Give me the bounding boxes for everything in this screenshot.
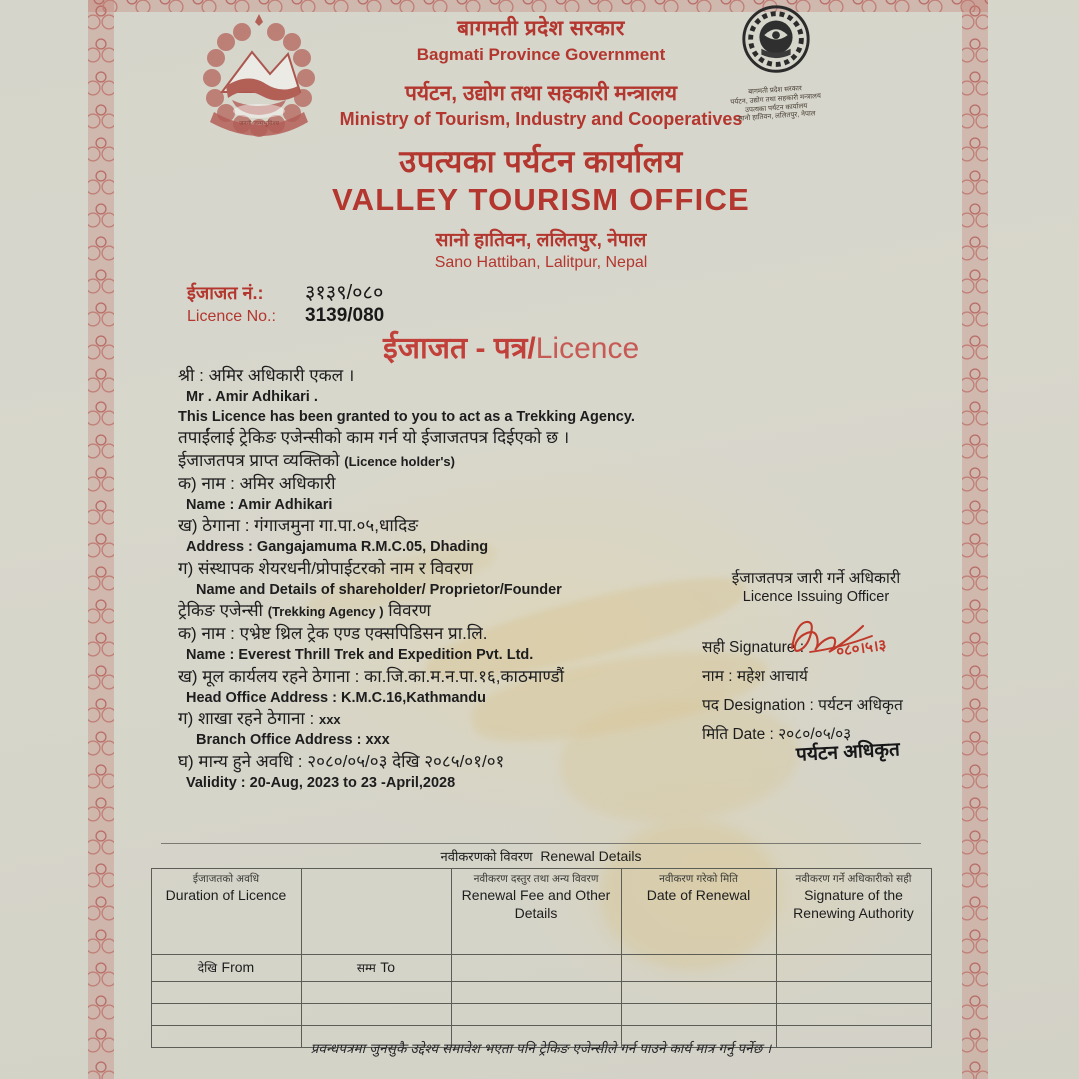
- validity-row-en: [178, 774, 698, 794]
- holder-name-label-np: क) नाम :: [178, 473, 235, 493]
- holder-name-row-en: [178, 496, 698, 516]
- grant-text-en: This Licence has been granted to you to act as a Trekking Agency.: [178, 408, 635, 425]
- office-round-stamp-icon: [716, 2, 836, 123]
- licence-number-value-en: 3139/080: [305, 305, 385, 326]
- licence-title: [383, 326, 639, 367]
- officer-name-row: [666, 664, 966, 686]
- officer-designation-label-en: Designation :: [723, 697, 814, 714]
- renewal-col-duration-en: Duration of Licence: [165, 887, 287, 904]
- renewal-col-date-en: Date of Renewal: [646, 887, 751, 904]
- svg-text:जननी जन्मभूमिश्च: जननी जन्मभूमिश्च: [238, 121, 280, 127]
- validity-value-np: २०८०/०५/०३ देखि २०८५/०१/०१: [307, 751, 505, 771]
- renewal-from-en: From: [221, 959, 255, 975]
- officer-date-label-np: मिति: [702, 726, 729, 743]
- office-address-np: सानो हातिवन, ललितपुर, नेपाल: [435, 230, 647, 251]
- branch-office-row-en: [178, 731, 698, 751]
- renewal-subcol-date: [621, 955, 776, 982]
- validity-value-en: 20-Aug, 2023 to 23 -April,2028: [249, 774, 456, 791]
- renewal-to-en: To: [380, 959, 396, 975]
- renewal-empty-row[interactable]: [151, 1004, 931, 1026]
- licence-number-row-np: [187, 278, 384, 305]
- grant-text-np: तपाईंलाई ट्रेकिङ एजेन्सीको काम गर्न यो ईजाजतपत्र दिईएको छ ।: [178, 428, 570, 448]
- holder-address-label-np: ख) ठेगाना :: [178, 516, 250, 536]
- branch-office-row-np: [178, 708, 698, 731]
- officer-signature-row: [666, 635, 966, 657]
- validity-row-np: [178, 751, 698, 774]
- officer-name-value-np: महेश आचार्य: [736, 668, 808, 685]
- licence-number-row-en: [187, 305, 384, 327]
- licence-number-label-np: ईजाजत नं.:: [187, 283, 264, 303]
- holder-section-en: (Licence holder's): [344, 454, 455, 469]
- renewal-col-date: [621, 869, 776, 955]
- head-office-label-np: ख) मूल कार्यलय रहने ठेगाना :: [178, 666, 360, 686]
- founder-label-np: ग) संस्थापक शेयरधनी/प्रोपाईटरको नाम र विवरण: [178, 558, 473, 578]
- ornamental-border-right: [962, 0, 988, 1079]
- holder-address-label-en: Address :: [186, 539, 253, 556]
- licence-title-separator: /: [527, 332, 536, 365]
- validity-label-np: घ) मान्य हुने अवधि :: [178, 751, 303, 771]
- renewal-cell[interactable]: [301, 982, 451, 1004]
- licence-number-block: [187, 278, 384, 327]
- agency-name-row-np: [178, 623, 698, 646]
- agency-name-value-en: Everest Thrill Trek and Expedition Pvt. Ltd.: [238, 647, 534, 664]
- renewal-subcol-signature: [776, 955, 931, 982]
- officer-designation-label-np: पद: [702, 697, 720, 714]
- issuing-officer-block: [666, 566, 966, 766]
- renewal-col-fee: [451, 869, 621, 955]
- renewal-subcol-fee: [451, 955, 621, 982]
- footer-note: प्रवन्धपत्रमा जुनसुकै उद्देश्य समावेश भएता पनि ट्रेकिङ एजेन्सीले गर्न पाउने कार्य मात्र गर्नु पर्नेछ ।: [310, 1041, 772, 1056]
- agency-section-np: ट्रेकिङ एजेन्सी: [178, 601, 263, 621]
- salutation-en: Mr . Amir Adhikari .: [186, 388, 318, 405]
- branch-office-value-np: xxx: [318, 712, 341, 728]
- stamp-subtext: बागमती प्रदेश सरकार पर्यटन, उद्योग तथा सहकारी मन्त्रालय उपत्यका पर्यटन कार्यालय सानो हातिवन, ललितपुर, नेपाल: [730, 85, 822, 123]
- renewal-table: [151, 868, 932, 1048]
- province-name-np: बागमती प्रदेश सरकार: [457, 17, 625, 40]
- holder-address-value-np: गंगाजमुना गा.पा.०५,धादिङ: [254, 516, 419, 536]
- ministry-name-np: पर्यटन, उद्योग तथा सहकारी मन्त्रालय: [404, 82, 678, 105]
- agency-name-row-en: [178, 646, 698, 666]
- renewal-cell[interactable]: [151, 1004, 301, 1026]
- ministry-name-en: Ministry of Tourism, Industry and Cooperatives: [339, 109, 743, 129]
- head-office-value-en: K.M.C.16,Kathmandu: [340, 689, 486, 706]
- agency-name-value-np: एभ्रेष्ट थ्रिल ट्रेक एण्ड एक्सपिडिसन प्रा.लि.: [239, 624, 488, 644]
- renewal-cell[interactable]: [451, 982, 621, 1004]
- nepal-government-emblem-icon: [196, 8, 322, 143]
- holder-name-label-en: Name :: [186, 496, 235, 513]
- renewal-col-duration-np: ईजाजतको अवधि: [192, 873, 260, 885]
- head-office-value-np: का.जि.का.म.न.पा.१६,काठमाण्डौं: [364, 666, 564, 686]
- renewal-section: [118, 843, 964, 1048]
- ornamental-border-left: [88, 0, 114, 1079]
- tourism-officer-stamp: पर्यटन अधिकृत: [795, 739, 901, 766]
- founder-label-en: Name and Details of shareholder/ Proprietor/Founder: [196, 581, 562, 598]
- licence-body: [178, 365, 698, 793]
- branch-office-label-np: ग) शाखा रहने ठेगाना :: [178, 709, 315, 729]
- renewal-col-date-np: नवीकरण गरेको मिति: [659, 873, 738, 885]
- licence-number-value-np: ३१३९/०८०: [305, 282, 384, 304]
- agency-section-heading: [178, 600, 698, 623]
- renewal-from-np: देखि: [197, 961, 218, 975]
- document-content: [118, 0, 964, 1079]
- branch-office-label-en: Branch Office Address :: [196, 732, 362, 749]
- renewal-to-np: सम्म: [356, 961, 376, 975]
- renewal-empty-row[interactable]: [151, 982, 931, 1004]
- renewal-subcol-from: [151, 955, 301, 982]
- office-address-en: Sano Hattiban, Lalitpur, Nepal: [434, 254, 648, 271]
- officer-signature-label-np: सही: [702, 639, 725, 656]
- head-office-row-en: [178, 689, 698, 709]
- holder-section-np: ईजाजतपत्र प्राप्त व्यक्तिको: [178, 451, 340, 470]
- officer-date-label-en: Date :: [732, 726, 774, 743]
- agency-name-label-en: Name :: [186, 647, 235, 664]
- renewal-col-signature-en: Signature of the Renewing Authority: [793, 887, 914, 922]
- officer-designation-row: [666, 693, 966, 715]
- renewal-col-blank: [301, 869, 451, 955]
- renewal-cell[interactable]: [776, 982, 931, 1004]
- holder-name-value-en: Amir Adhikari: [237, 496, 333, 513]
- licence-title-np: ईजाजत - पत्र: [383, 332, 528, 365]
- office-name-en: VALLEY TOURISM OFFICE: [332, 182, 750, 217]
- licence-number-label-en: Licence No.:: [187, 308, 276, 325]
- office-name-np: उपत्यका पर्यटन कार्यालय: [399, 144, 683, 179]
- renewal-table-subheader-row: [151, 955, 931, 982]
- renewal-subcol-to: [301, 955, 451, 982]
- holder-name-row-np: [178, 473, 698, 496]
- officer-signature-label-en: Signature :: [729, 639, 805, 656]
- agency-name-label-np: क) नाम :: [178, 624, 235, 644]
- holder-address-value-en: Gangajamuma R.M.C.05, Dhading: [256, 539, 489, 556]
- officer-name-label-np: नाम :: [702, 668, 733, 685]
- renewal-cell[interactable]: [621, 1004, 776, 1026]
- agency-section-en: (Trekking Agency ): [267, 604, 384, 620]
- validity-label-en: Validity :: [186, 774, 246, 791]
- renewal-cell[interactable]: [776, 1004, 931, 1026]
- holder-address-row-en: [178, 538, 698, 558]
- branch-office-value-en: xxx: [365, 732, 390, 749]
- licence-title-en: Licence: [535, 332, 640, 365]
- head-office-label-en: Head Office Address :: [186, 689, 337, 706]
- renewal-col-fee-np: नवीकरण दस्तुर तथा अन्य विवरण: [473, 873, 599, 885]
- renewal-cell[interactable]: [621, 982, 776, 1004]
- renewal-col-signature: [776, 869, 931, 955]
- signature-date-handwritten: ०८०।५।३: [835, 636, 888, 661]
- salutation-np: श्री : अमिर अधिकारी एकल ।: [178, 366, 355, 385]
- renewal-title: [118, 847, 964, 865]
- province-name-en: Bagmati Province Government: [416, 45, 666, 64]
- renewal-cell[interactable]: [151, 982, 301, 1004]
- holder-name-value-np: अमिर अधिकारी: [239, 473, 336, 493]
- issuing-officer-title-np: ईजाजतपत्र जारी गर्ने अधिकारी: [731, 570, 901, 587]
- holder-address-row-np: [178, 515, 698, 538]
- issuing-officer-title-en: Licence Issuing Officer: [742, 589, 890, 605]
- renewal-col-fee-en: Renewal Fee and Other Details: [461, 887, 611, 922]
- agency-section-np2: विवरण: [388, 601, 431, 621]
- renewal-col-duration: [151, 869, 301, 955]
- renewal-table-header-row: [151, 869, 931, 955]
- head-office-row-np: [178, 666, 698, 689]
- renewal-title-np: नवीकरणको विवरण: [440, 849, 533, 864]
- holder-section-heading: [178, 450, 698, 473]
- section-divider: [161, 843, 921, 844]
- renewal-col-signature-np: नवीकरण गर्ने अधिकारीको सही: [795, 873, 912, 885]
- officer-designation-value-np: पर्यटन अधिकृत: [818, 697, 903, 714]
- renewal-cell[interactable]: [301, 1004, 451, 1026]
- officer-date-value-np: २०८०/०५/०३: [778, 726, 852, 743]
- renewal-cell[interactable]: [451, 1004, 621, 1026]
- renewal-title-en: Renewal Details: [540, 848, 642, 864]
